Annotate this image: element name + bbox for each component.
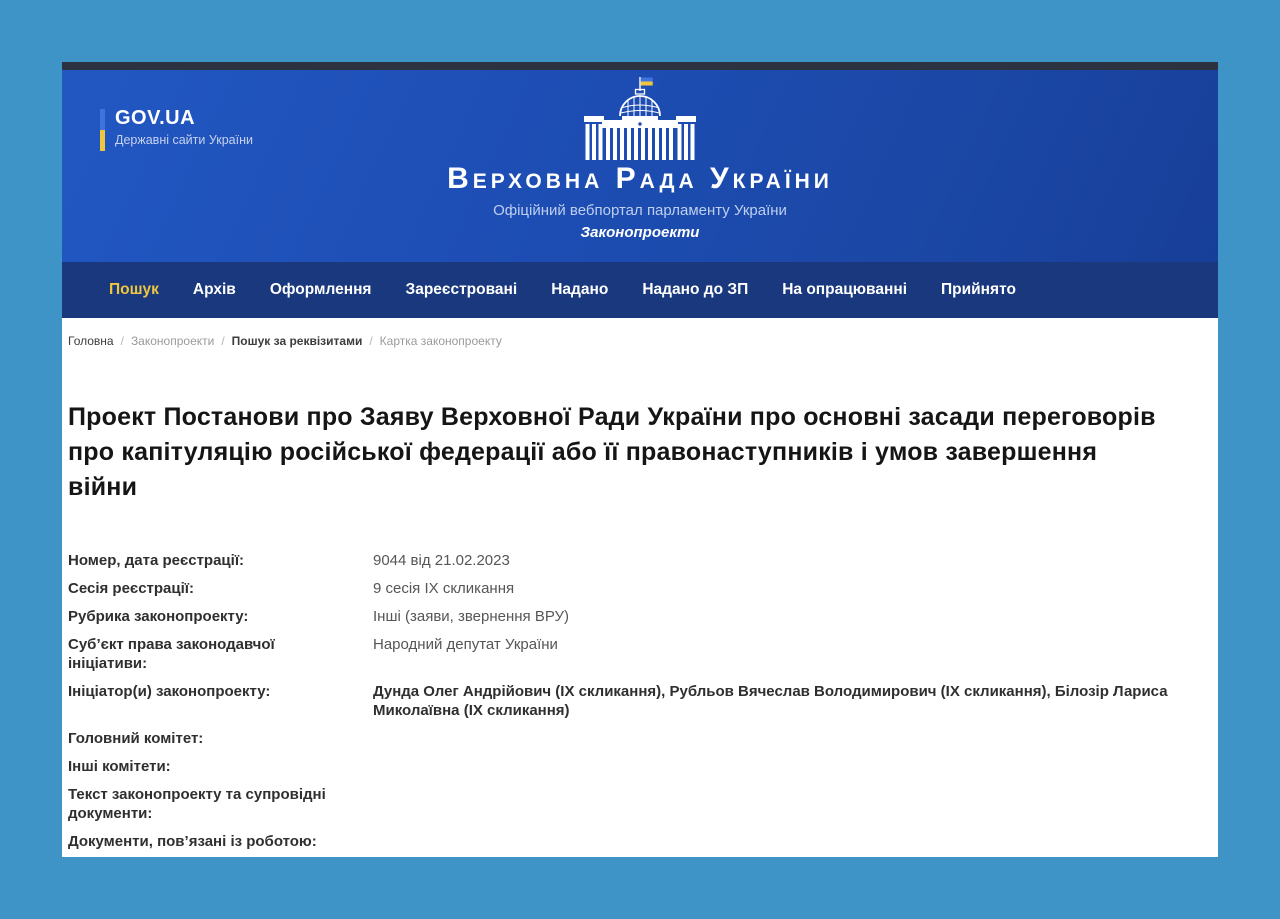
breadcrumb-separator: /: [369, 334, 373, 348]
field-label: Головний комітет:: [68, 730, 204, 747]
field-label: Сесія реєстрації:: [68, 580, 194, 597]
nav-item-6[interactable]: На опрацюванні: [782, 281, 907, 298]
nav-item-5[interactable]: Надано до ЗП: [642, 281, 749, 298]
field-row: [68, 551, 1194, 570]
field-label: Суб’єкт права законодавчої ініціативи:: [68, 636, 275, 672]
site-subtitle: Офіційний вебпортал парламенту України: [493, 202, 787, 219]
field-value: [373, 729, 1194, 748]
breadcrumb-item-0[interactable]: Головна: [68, 334, 114, 348]
nav-item-3[interactable]: Зареєстровані: [405, 281, 518, 298]
site-title: Верховна Рада України: [447, 162, 833, 195]
bill-fields: [68, 551, 1194, 851]
field-value: [373, 832, 1194, 851]
breadcrumb-item-2[interactable]: Пошук за реквізитами: [231, 334, 363, 348]
field-row: [68, 682, 1194, 720]
rada-building-icon: [581, 76, 699, 162]
field-value: 9 сесія IX скликання: [373, 580, 515, 597]
bill-title: Проект Постанови про Заяву Верховної Ради України про основні засади переговорів про капітуляцію російської федерації або її правонаступників і умов завершення війни: [68, 403, 1156, 501]
page-card: [62, 62, 1218, 857]
nav-item-2[interactable]: Оформлення: [269, 281, 372, 298]
site-header: [62, 70, 1218, 262]
field-row: [68, 832, 1194, 851]
field-label: Інші комітети:: [68, 758, 171, 775]
field-label: Документи, пов’язані із роботою:: [68, 833, 317, 850]
govua-title: GOV.UA: [115, 107, 196, 129]
field-label: Текст законопроекту та супровідні документи:: [68, 786, 326, 822]
nav-item-0[interactable]: Пошук: [109, 281, 159, 298]
nav-item-4[interactable]: Надано: [551, 281, 609, 298]
breadcrumb-separator: /: [120, 334, 124, 348]
site-section-label: Законопроекти: [580, 224, 700, 241]
top-strip: [62, 62, 1218, 70]
field-value: [373, 757, 1194, 776]
field-row: [68, 785, 1194, 823]
field-value: Народний депутат України: [373, 636, 558, 653]
field-row: [68, 757, 1194, 776]
breadcrumb-separator: /: [221, 334, 225, 348]
main-content: [62, 318, 1218, 851]
breadcrumb-item-3: Картка законопроекту: [379, 334, 502, 348]
field-value: 9044 від 21.02.2023: [373, 552, 510, 569]
breadcrumb: [68, 334, 1194, 348]
field-row: [68, 635, 1194, 673]
field-value: Інші (заяви, звернення ВРУ): [373, 608, 570, 625]
field-label: Номер, дата реєстрації:: [68, 552, 245, 569]
main-nav: [62, 262, 1218, 318]
field-value: [373, 785, 1194, 823]
field-value: Дунда Олег Андрійович (IX скликання), Рубльов Вячеслав Володимирович (IX скликання), Білозір Лариса Миколаївна (IX скликання): [373, 683, 1168, 719]
nav-item-1[interactable]: Архів: [192, 281, 236, 298]
field-row: [68, 579, 1194, 598]
field-label: Рубрика законопроекту:: [68, 608, 249, 625]
field-row: [68, 607, 1194, 626]
field-label: Ініціатор(и) законопроекту:: [68, 683, 271, 700]
field-row: [68, 729, 1194, 748]
govua-subtitle: Державні сайти України: [115, 133, 253, 147]
breadcrumb-item-1[interactable]: Законопроекти: [130, 334, 215, 348]
nav-item-7[interactable]: Прийнято: [941, 281, 1016, 298]
